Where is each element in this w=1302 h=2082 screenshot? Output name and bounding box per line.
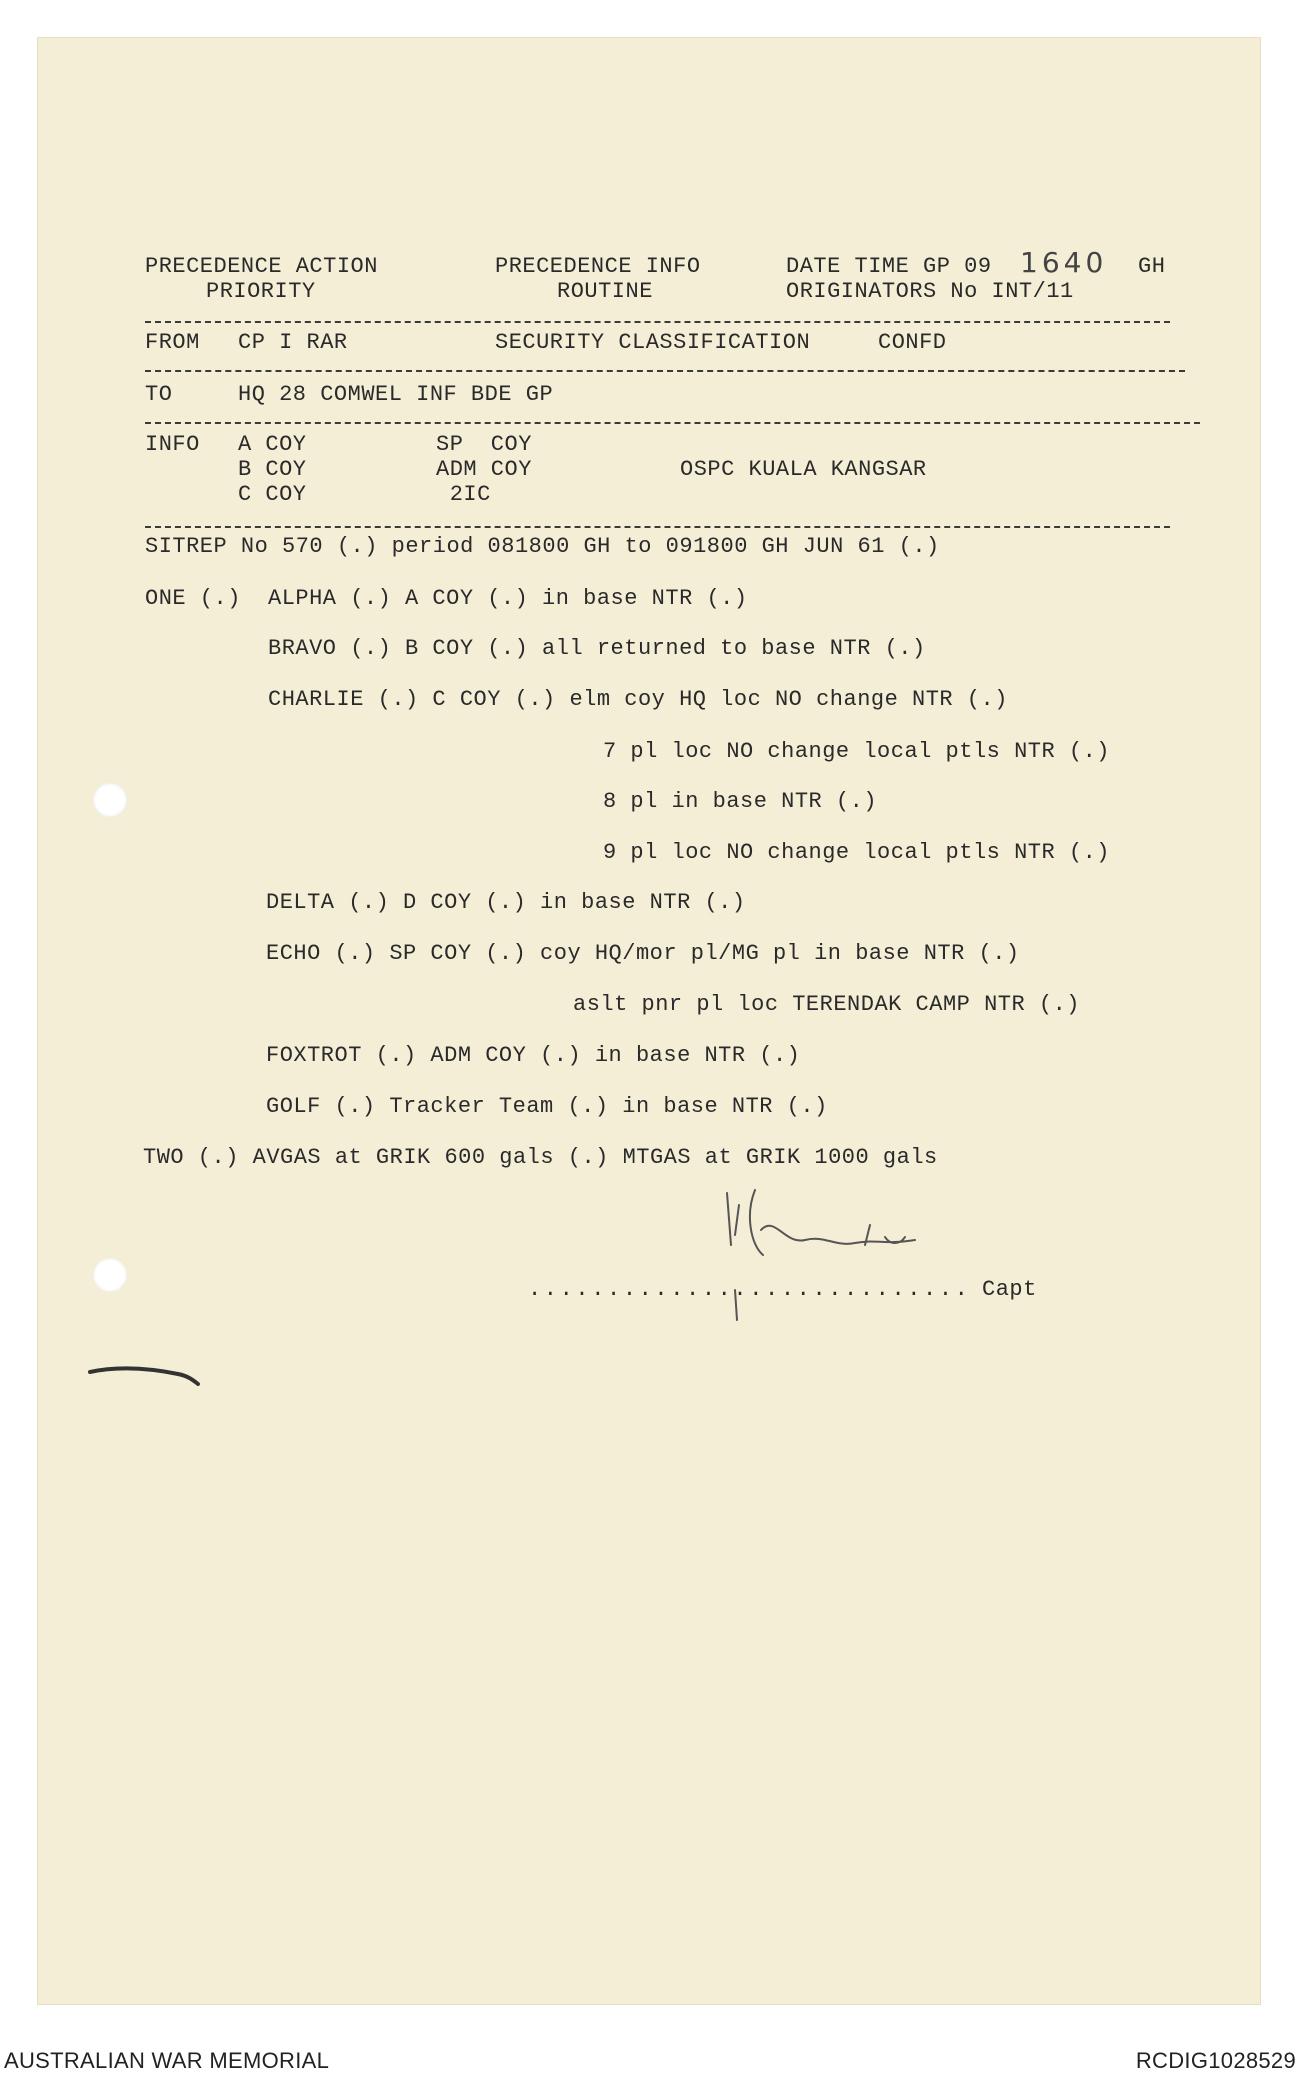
precedence-info-value: ROUTINE xyxy=(557,279,653,304)
date-time-group-handwritten: 1640 xyxy=(1020,246,1108,279)
para-two-line: TWO (.) AVGAS at GRIK 600 gals (.) MTGAS at GRIK 1000 gals xyxy=(143,1145,938,1170)
echo-line: ECHO (.) SP COY (.) coy HQ/mor pl/MG pl in base NTR (.) xyxy=(266,941,1020,966)
charlie-7-pl-line: 7 pl loc NO change local ptls NTR (.) xyxy=(603,739,1110,764)
info-addressee: A COY xyxy=(238,432,307,457)
precedence-info-label: PRECEDENCE INFO xyxy=(495,254,701,279)
charlie-8-pl-line: 8 pl in base NTR (.) xyxy=(603,789,878,814)
foxtrot-line: FOXTROT (.) ADM COY (.) in base NTR (.) xyxy=(266,1043,801,1068)
precedence-action-label: PRECEDENCE ACTION xyxy=(145,254,378,279)
charlie-9-pl-line: 9 pl loc NO change local ptls NTR (.) xyxy=(603,840,1110,865)
divider-3 xyxy=(145,422,1200,424)
security-classification-value: CONFD xyxy=(878,330,947,355)
originators-number: ORIGINATORS No INT/11 xyxy=(786,279,1074,304)
signature-dotted-line: ............................ xyxy=(528,1277,971,1302)
precedence-action-value: PRIORITY xyxy=(206,279,316,304)
info-addressee: ADM COY xyxy=(436,457,532,482)
signature-scrawl xyxy=(715,1185,1015,1325)
bravo-line: BRAVO (.) B COY (.) all returned to base NTR (.) xyxy=(268,636,926,661)
from-label: FROM xyxy=(145,330,200,355)
footer-record-id: RCDIG1028529 xyxy=(1135,2048,1296,2073)
security-classification-label: SECURITY CLASSIFICATION xyxy=(495,330,811,355)
delta-line: DELTA (.) D COY (.) in base NTR (.) xyxy=(266,890,746,915)
to-value: HQ 28 COMWEL INF BDE GP xyxy=(238,382,554,407)
info-addressee: C COY xyxy=(238,482,307,507)
info-addressee: SP COY xyxy=(436,432,532,457)
punch-hole-lower xyxy=(93,1258,127,1292)
alpha-line: ALPHA (.) A COY (.) in base NTR (.) xyxy=(268,586,748,611)
divider-4 xyxy=(145,526,1170,528)
date-time-group-suffix: GH xyxy=(1138,254,1166,279)
date-time-group-label: DATE TIME GP 09 xyxy=(786,254,992,279)
ink-mark xyxy=(88,1360,208,1390)
golf-line: GOLF (.) Tracker Team (.) in base NTR (.) xyxy=(266,1094,828,1119)
echo-aslt-pnr-line: aslt pnr pl loc TERENDAK CAMP NTR (.) xyxy=(573,992,1080,1017)
signature-rank: Capt xyxy=(982,1277,1037,1302)
divider-1 xyxy=(145,321,1170,323)
sitrep-line: SITREP No 570 (.) period 081800 GH to 091800 GH JUN 61 (.) xyxy=(145,534,940,559)
from-value: CP I RAR xyxy=(238,330,348,355)
footer-source: AUSTRALIAN WAR MEMORIAL xyxy=(4,2048,330,2073)
para-one-prefix: ONE (.) xyxy=(145,586,241,611)
info-addressee: 2IC xyxy=(436,482,491,507)
charlie-line: CHARLIE (.) C COY (.) elm coy HQ loc NO change NTR (.) xyxy=(268,687,1008,712)
divider-2 xyxy=(145,370,1185,372)
to-label: TO xyxy=(145,382,173,407)
punch-hole-upper xyxy=(93,783,127,817)
info-addressee: B COY xyxy=(238,457,307,482)
info-addressee: OSPC KUALA KANGSAR xyxy=(680,457,927,482)
info-label: INFO xyxy=(145,432,200,457)
